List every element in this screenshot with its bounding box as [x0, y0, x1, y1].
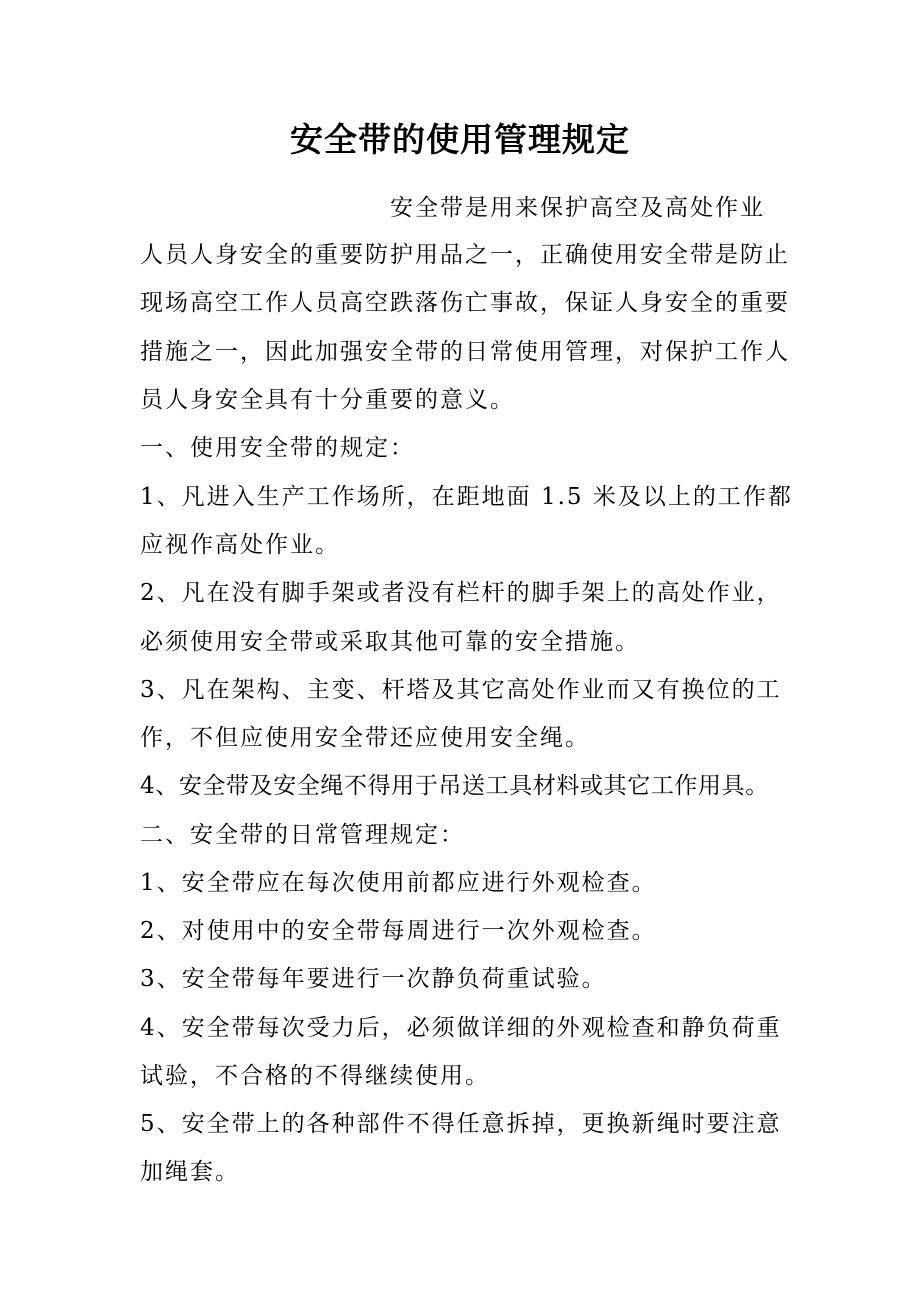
- intro-line-5: 员人身安全具有十分重要的意义。: [140, 387, 515, 413]
- usage-rule-2-line-2: 必须使用安全带或采取其他可靠的安全措施。: [140, 629, 640, 655]
- management-rule-4-line-1: 4、安全带每次受力后，必须做详细的外观检查和静负荷重: [140, 1015, 782, 1041]
- management-rule-3: 3、安全带每年要进行一次静负荷重试验。: [140, 966, 607, 992]
- section-heading-management: 二、安全带的日常管理规定：: [140, 822, 465, 848]
- usage-rule-1-line-2: 应视作高处作业。: [140, 532, 340, 558]
- management-rule-2: 2、对使用中的安全带每周进行一次外观检查。: [140, 918, 657, 944]
- usage-rule-3-line-2: 作，不但应使用安全带还应使用安全绳。: [140, 725, 590, 751]
- usage-rule-3-line-1: 3、凡在架构、主变、杆塔及其它高处作业而又有换位的工: [140, 677, 782, 703]
- management-rule-1: 1、安全带应在每次使用前都应进行外观检查。: [140, 870, 657, 896]
- management-rule-5-line-2: 加绳套。: [140, 1159, 240, 1185]
- usage-rule-4: 4、安全带及安全绳不得用于吊送工具材料或其它工作用具。: [140, 773, 769, 799]
- intro-line-2: 人员人身安全的重要防护用品之一，正确使用安全带是防止: [140, 242, 790, 268]
- usage-rule-2-line-1: 2、凡在没有脚手架或者没有栏杆的脚手架上的高处作业，: [140, 580, 782, 606]
- document-title: 安全带的使用管理规定: [290, 120, 630, 159]
- usage-rule-1-line-1: 1、凡进入生产工作场所，在距地面 1.5 米及以上的工作都: [140, 484, 793, 510]
- intro-line-3: 现场高空工作人员高空跌落伤亡事故，保证人身安全的重要: [140, 290, 790, 316]
- section-heading-usage: 一、使用安全带的规定：: [140, 435, 415, 461]
- intro-line-1: 安全带是用来保护高空及高处作业: [390, 195, 765, 221]
- management-rule-4-line-2: 试验，不合格的不得继续使用。: [140, 1063, 490, 1089]
- intro-line-4: 措施之一，因此加强安全带的日常使用管理，对保护工作人: [140, 339, 790, 365]
- management-rule-5-line-1: 5、安全带上的各种部件不得任意拆掉，更换新绳时要注意: [140, 1111, 782, 1137]
